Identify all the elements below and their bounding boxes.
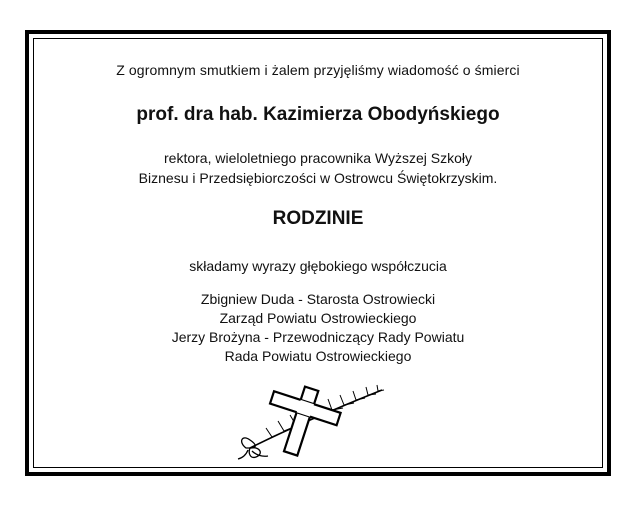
role-line: rektora, wieloletniego pracownika Wyższej Szkoły: [164, 150, 472, 166]
signer-line: Rada Powiatu Ostrowieckiego: [224, 348, 412, 364]
signers-list: [33, 290, 603, 366]
signer-line: Jerzy Brożyna - Przewodniczący Rady Powiatu: [171, 329, 465, 345]
deceased-name: prof. dra hab. Kazimierza Obodyńskiego: [136, 104, 500, 125]
signer-line: Zbigniew Duda - Starosta Ostrowiecki: [200, 291, 436, 307]
family-heading: RODZINIE: [272, 208, 364, 229]
role-line: Biznesu i Przedsiębiorczości w Ostrowcu Świętokrzyskim.: [138, 170, 498, 186]
signer-line: Zarząd Powiatu Ostrowieckiego: [219, 310, 417, 326]
condolence-text: składamy wyrazy głębokiego współczucia: [189, 258, 447, 274]
deceased-role: [33, 148, 603, 188]
cross-with-palm-icon: [232, 382, 402, 462]
intro-text: Z ogromnym smutkiem i żalem przyjęliśmy wiadomość o śmierci: [116, 62, 520, 78]
